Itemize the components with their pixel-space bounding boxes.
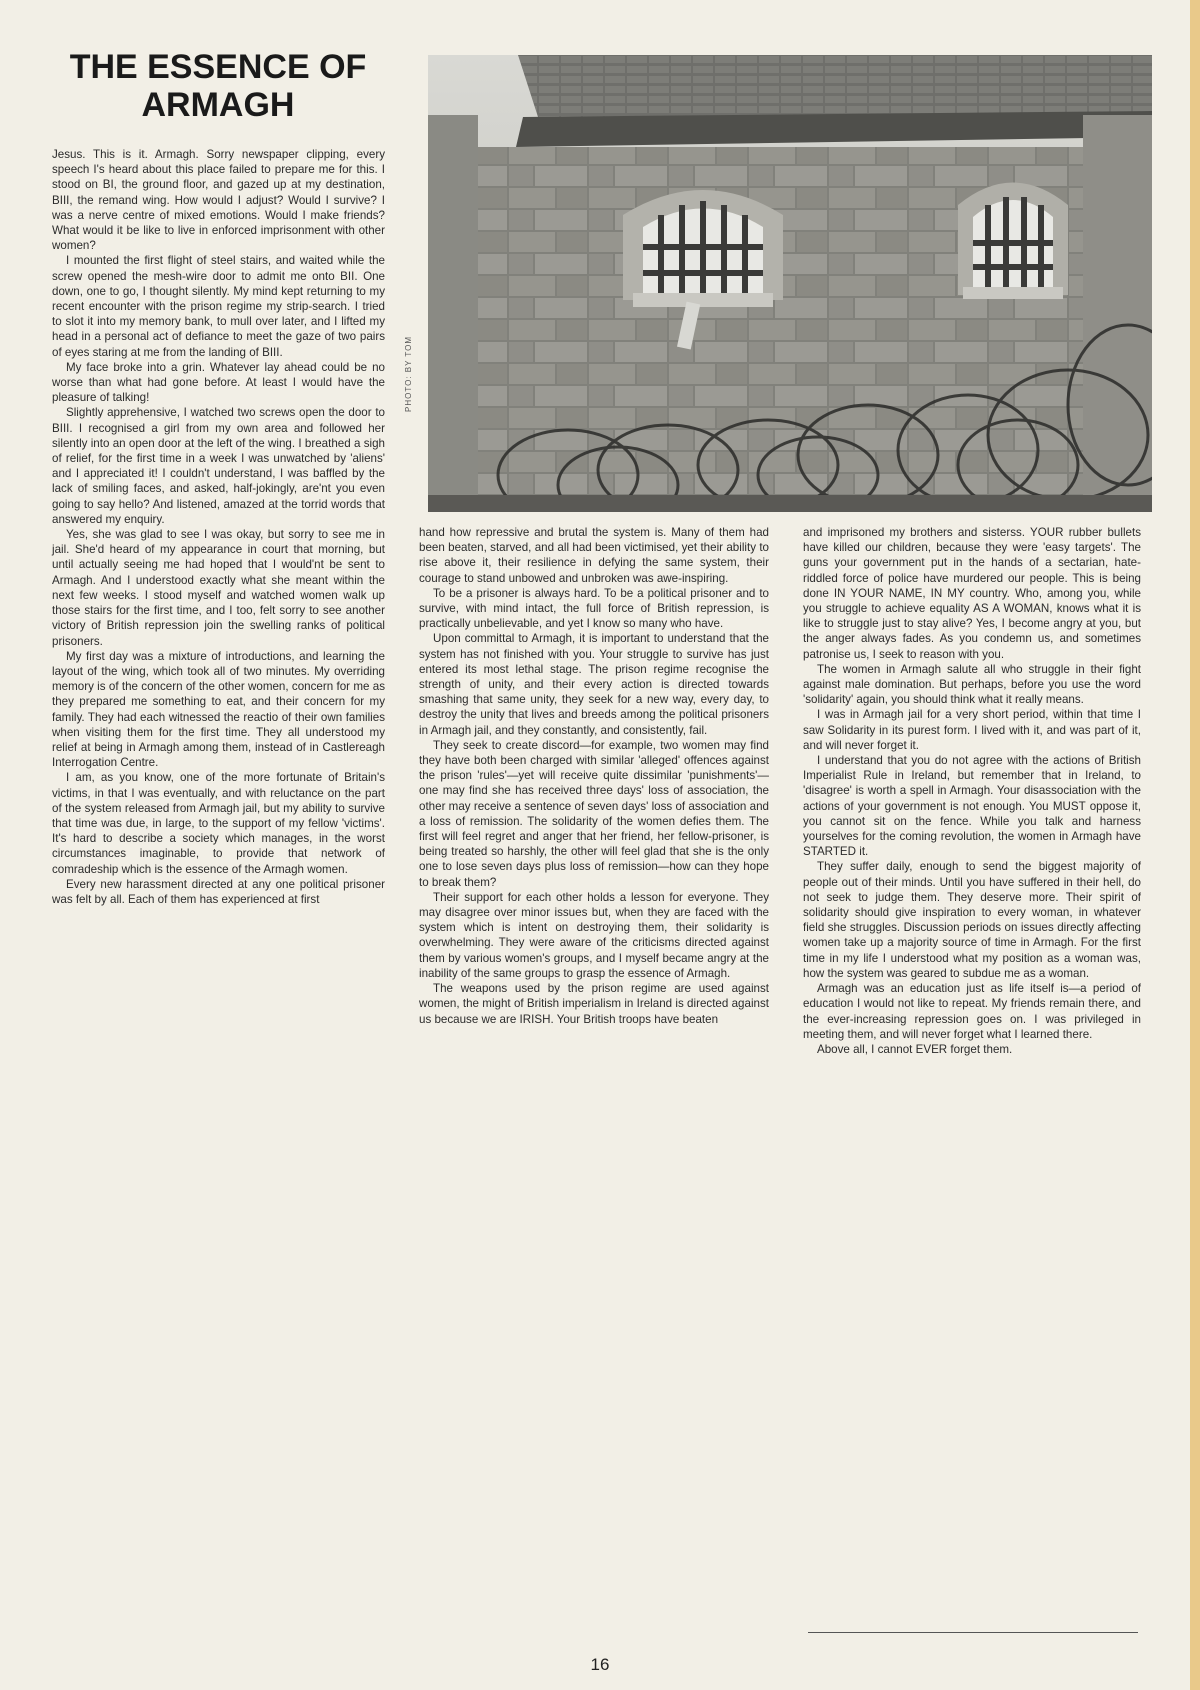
paragraph: Every new harassment directed at any one political prisoner was felt by all. Each of them has experienced at first [52,877,385,906]
paragraph: I understand that you do not agree with the actions of British Imperialist Rule in Ireland, but remember that in Ireland, to 'disagree' is worth a spell in Armagh. Your disassociation with the actions of your government is not enough. You MUST oppose it, you cannot sit on the fence. While you talk and harness yourselves for the coming revolution, the women in Armagh have STARTED it. [803,754,1141,859]
paragraph: I am, as you know, one of the more fortunate of Britain's victims, in that I was eventually, and with reluctance on the part of the system released from Armagh jail, but my ability to survive that time was due, in large, to the support of my fellow 'victims'. It's hard to describe a society which manages, in the worst circumstances imaginable, to provide that network of comradeship which is the essence of the Armagh women. [52,771,385,876]
paragraph: They seek to create discord—for example, two women may find they have both been charged with similar 'alleged' offences against the prison 'rules'—yet will receive quite dissimilar 'punishments'—one may find she has received three days' loss of association, the other may receive a sentence of seven days' loss of association and a loss of remission. The solidarity of the women defies them. The first will feel regret and anger that her friend, her fellow-prisoner, is being treated so harshly, the other will feel glad that she is the only one to lose seven days plus loss of remission—how can they hope to break them? [419,738,769,889]
paragraph: The weapons used by the prison regime are used against women, the might of British imperialism in Ireland is directed against us because we are IRISH. Your British troops have beaten [419,982,769,1026]
end-rule [808,1632,1138,1633]
paragraph: I mounted the first flight of steel stairs, and waited while the screw opened the mesh-wire door to admit me onto BII. One down, one to go, I thought silently. My mind kept returning to my recent encounter with the prison regime my strip-search. I tried to slot it into my memory bank, to mull over later, and I lifted my head in a personal act of defiance to meet the gaze of two pairs of eyes staring at me from the landing of BIII. [52,254,385,359]
text-column-1 [52,147,385,907]
paragraph: I was in Armagh jail for a very short period, within that time I saw Solidarity in its purest form. I lived with it, and was part of it, and will never forget it. [803,708,1141,752]
paragraph: Yes, she was glad to see I was okay, but sorry to see me in jail. She'd heard of my appearance in court that morning, but until actually seeing me had hoped that I would'nt be sent to Armagh. And I understood exactly what she meant within the next few weeks. I stood myself and watched women walk up those stairs for the first time, and I too, felt sorry to see another victory of British repression join the swelling ranks of political prisoners. [52,528,385,648]
paragraph: My face broke into a grin. Whatever lay ahead could be no worse than what had gone before. At least I would have the pleasure of talking! [52,360,385,405]
paragraph: They suffer daily, enough to send the biggest majority of people out of their minds. Until you have suffered in their hell, do not seek to judge them. They deserve more. Their spirit of solidarity should give inspiration to every woman, in whatever field she struggles. Discussion periods on issues directly affecting women take up a majority source of time in Armagh. For the first time in my life I understood what my position as a woman was, how the system was geared to subdue me as a woman. [803,860,1141,980]
paragraph: To be a prisoner is always hard. To be a political prisoner and to survive, with mind intact, the full force of British repression, is practically unbelievable, and yet I know so many who have. [419,586,769,631]
text-column-2 [419,525,769,1027]
paragraph: hand how repressive and brutal the system is. Many of them had been beaten, starved, and all had been victimised, yet their ability to rise above it, their resilience in defying the same system, their courage to stand unbowed and unbroken was awe-inspiring. [419,526,769,585]
paragraph: Above all, I cannot EVER forget them. [817,1042,1013,1056]
paragraph: Upon committal to Armagh, it is important to understand that the system has not finished with you. Your struggle to survive has just entered its most lethal stage. The prison regime recognise the strength of unity, and their every action is directed towards smashing that same unity, they seek for a new way, every day, to destroy the unity that lives and breeds among the political prisoners in Armagh jail, and they constantly, and consistently, fail. [419,632,769,737]
article-title: THE ESSENCE OF ARMAGH [69,48,367,124]
prison-wall-photo [428,55,1152,512]
paragraph: Slightly apprehensive, I watched two screws open the door to BIII. I recognised a girl from my own area and followed her silently into an open door at the left of the wing. I breathed a sigh of relief, for the first time in a week I was unwatched by 'aliens' and I appreciated it! I couldn't understand, I was baffled by the lack of smiling faces, and asked, half-jokingly, are'nt you even going to say hello? And listened, amazed at the torrid words that answered my enquiry. [52,406,385,526]
paragraph: Armagh was an education just as life itself is—a period of education I would not like to repeat. My friends remain there, and the ever-increasing repression goes on. I was privileged in meeting them, and will never forget what I learned there. [803,982,1141,1041]
page-edge [1190,0,1200,1690]
photo-credit: PHOTO: BY TOM [404,336,413,412]
page-number: 16 [590,1655,610,1674]
paragraph: The women in Armagh salute all who struggle in their fight against male domination. But perhaps, before you use the word 'solidarity' again, you should think what it really means. [803,662,1141,707]
paragraph: My first day was a mixture of introductions, and learning the layout of the wing, which took all of two minutes. My overriding memory is of the concern of the other women, concern for me as they prepared me something to eat, and their concern for my family. They had each witnessed the reactio of their own families when visiting them for the first time. They all understood my relief at being in Armagh among them, instead of in Castlereagh Interrogation Centre. [52,649,385,770]
text-column-3 [803,525,1141,1057]
paragraph: Jesus. This is it. Armagh. Sorry newspaper clipping, every speech I's heard about this place failed to prepare me for this. I stood on BI, the ground floor, and gazed up at my destination, BIII, the remand wing. How would I adjust? Would I survive? I was a nerve centre of mixed emotions. Would I make friends? What would it be like to live in enforced imprisonment with other women? [52,148,385,253]
paragraph: Their support for each other holds a lesson for everyone. They may disagree over minor issues but, when they are faced with the system which is intent on destroying them, their solidarity is overwhelming. They were aware of the criticisms directed against them by various women's groups, and I myself became angry at the inability of the same groups to grasp the essence of Armagh. [419,890,769,980]
paragraph: and imprisoned my brothers and sisterss. YOUR rubber bullets have killed our children, because they were 'easy targets'. The guns your government put in the hands of a sectarian, hate-riddled force of police have murdered our people. This is being done IN YOUR NAME, IN MY country. Who, among you, while you struggle to achieve equality AS A WOMAN, knows what it is like to struggle just to stay alive? Yes, I become angry at you, but the anger always fades. As you condemn us, and sometimes patronise us, I seek to reason with you. [803,526,1141,661]
